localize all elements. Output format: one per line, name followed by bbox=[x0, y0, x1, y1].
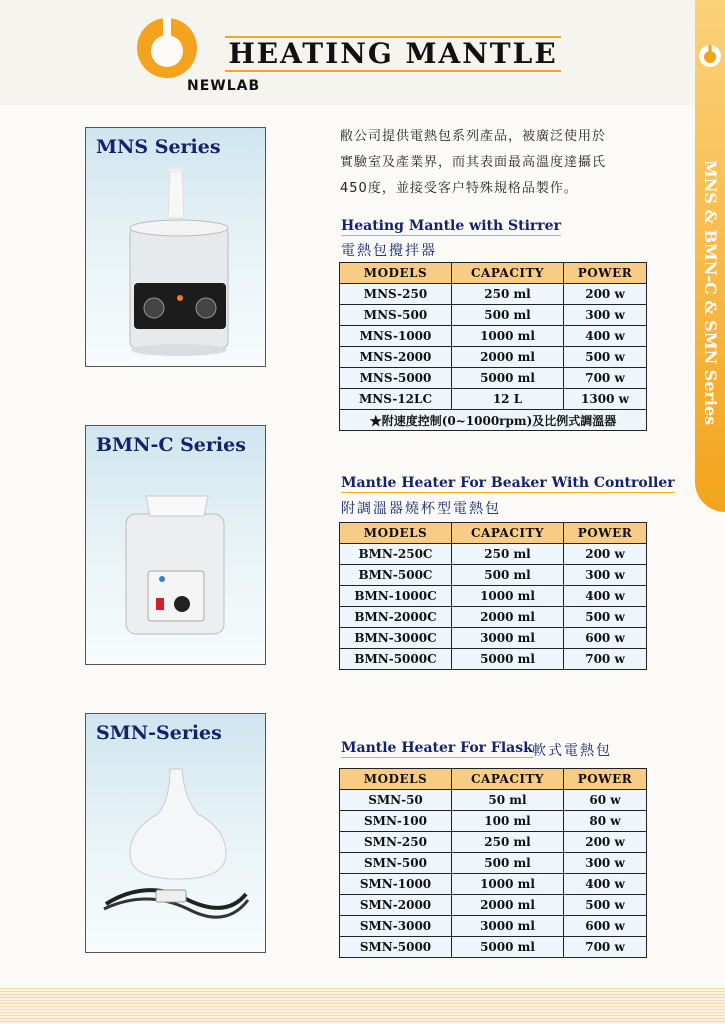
table-row bbox=[340, 937, 647, 958]
model-cell: BMN-2000C bbox=[340, 607, 452, 628]
table-row bbox=[340, 916, 647, 937]
intro-line: 敝公司提供電熱包系列產品，被廣泛使用於 bbox=[340, 129, 607, 144]
table-row bbox=[340, 832, 647, 853]
newlab-logo-icon bbox=[135, 16, 199, 80]
bmn-c-spec-table bbox=[339, 522, 647, 670]
table-row bbox=[340, 544, 647, 565]
capacity-cell: 250 ml bbox=[452, 544, 564, 565]
power-header: POWER bbox=[564, 769, 647, 790]
table-row bbox=[340, 389, 647, 410]
model-cell: MNS-12LC bbox=[340, 389, 452, 410]
bottom-decorative-stripes bbox=[0, 988, 725, 1024]
capacity-header: CAPACITY bbox=[452, 523, 564, 544]
model-cell: MNS-250 bbox=[340, 284, 452, 305]
power-cell: 300 w bbox=[564, 565, 647, 586]
models-header: MODELS bbox=[340, 263, 452, 284]
table-header-row bbox=[340, 523, 647, 544]
model-cell: SMN-3000 bbox=[340, 916, 452, 937]
model-cell: BMN-3000C bbox=[340, 628, 452, 649]
power-header: POWER bbox=[564, 523, 647, 544]
model-cell: BMN-1000C bbox=[340, 586, 452, 607]
model-cell: MNS-5000 bbox=[340, 368, 452, 389]
power-cell: 600 w bbox=[564, 628, 647, 649]
brand-name: NEWLAB bbox=[187, 78, 261, 94]
power-cell: 400 w bbox=[564, 586, 647, 607]
model-cell: SMN-2000 bbox=[340, 895, 452, 916]
model-cell: SMN-1000 bbox=[340, 874, 452, 895]
power-cell: 200 w bbox=[564, 284, 647, 305]
capacity-cell: 50 ml bbox=[452, 790, 564, 811]
bmn-c-section-subtitle: 附調溫器燒杯型電熱包 bbox=[341, 501, 501, 517]
table-row bbox=[340, 347, 647, 368]
mns-section-title: Heating Mantle with Stirrer bbox=[341, 218, 561, 234]
table-row bbox=[340, 853, 647, 874]
capacity-header: CAPACITY bbox=[452, 769, 564, 790]
page-title-text: HEATING MANTLE bbox=[228, 37, 558, 70]
capacity-cell: 1000 ml bbox=[452, 874, 564, 895]
table-row bbox=[340, 607, 647, 628]
model-cell: SMN-250 bbox=[340, 832, 452, 853]
power-cell: 500 w bbox=[564, 895, 647, 916]
table-row bbox=[340, 790, 647, 811]
power-header: POWER bbox=[564, 263, 647, 284]
models-header: MODELS bbox=[340, 523, 452, 544]
table-row bbox=[340, 326, 647, 347]
table-row bbox=[340, 895, 647, 916]
mns-product-image bbox=[85, 127, 266, 367]
smn-section-subtitle: 軟式電熱包 bbox=[532, 743, 612, 759]
table-row bbox=[340, 811, 647, 832]
capacity-cell: 500 ml bbox=[452, 305, 564, 326]
table-row bbox=[340, 305, 647, 326]
model-cell: BMN-250C bbox=[340, 544, 452, 565]
table-row bbox=[340, 649, 647, 670]
intro-line: 450度，並接受客户特殊規格品製作。 bbox=[340, 181, 578, 196]
model-cell: MNS-2000 bbox=[340, 347, 452, 368]
side-logo-icon bbox=[698, 44, 722, 68]
table-note: ★附速度控制(0~1000rpm)及比例式調溫器 bbox=[340, 410, 647, 431]
power-cell: 200 w bbox=[564, 544, 647, 565]
table-note-row bbox=[340, 410, 647, 431]
smn-spec-table bbox=[339, 768, 647, 958]
power-cell: 700 w bbox=[564, 368, 647, 389]
model-cell: SMN-50 bbox=[340, 790, 452, 811]
mns-heater-illustration bbox=[86, 128, 266, 367]
power-cell: 600 w bbox=[564, 916, 647, 937]
mns-section-subtitle: 電熱包攪拌器 bbox=[341, 243, 437, 259]
model-cell: SMN-5000 bbox=[340, 937, 452, 958]
capacity-cell: 500 ml bbox=[452, 853, 564, 874]
power-cell: 60 w bbox=[564, 790, 647, 811]
power-cell: 80 w bbox=[564, 811, 647, 832]
capacity-cell: 100 ml bbox=[452, 811, 564, 832]
power-cell: 400 w bbox=[564, 874, 647, 895]
intro-line: 實驗室及產業界，而其表面最高溫度達攝氏 bbox=[340, 155, 607, 170]
model-cell: MNS-1000 bbox=[340, 326, 452, 347]
capacity-header: CAPACITY bbox=[452, 263, 564, 284]
mns-series-title: MNS Series bbox=[96, 136, 221, 158]
power-cell: 200 w bbox=[564, 832, 647, 853]
table-row bbox=[340, 284, 647, 305]
capacity-cell: 2000 ml bbox=[452, 347, 564, 368]
bmn-c-heater-illustration bbox=[86, 426, 266, 665]
smn-product-image bbox=[85, 713, 266, 953]
models-header: MODELS bbox=[340, 769, 452, 790]
table-row bbox=[340, 565, 647, 586]
page-title bbox=[225, 36, 561, 72]
side-tab-text: MNS & BMN-C & SMN Series bbox=[701, 160, 720, 426]
power-cell: 500 w bbox=[564, 607, 647, 628]
table-row bbox=[340, 874, 647, 895]
capacity-cell: 5000 ml bbox=[452, 937, 564, 958]
capacity-cell: 250 ml bbox=[452, 284, 564, 305]
model-cell: SMN-500 bbox=[340, 853, 452, 874]
capacity-cell: 1000 ml bbox=[452, 326, 564, 347]
model-cell: SMN-100 bbox=[340, 811, 452, 832]
power-cell: 1300 w bbox=[564, 389, 647, 410]
bmn-c-series-title: BMN-C Series bbox=[96, 434, 246, 456]
table-row bbox=[340, 586, 647, 607]
table-row bbox=[340, 368, 647, 389]
smn-heater-illustration bbox=[86, 714, 266, 953]
model-cell: MNS-500 bbox=[340, 305, 452, 326]
capacity-cell: 5000 ml bbox=[452, 368, 564, 389]
power-cell: 300 w bbox=[564, 853, 647, 874]
smn-series-title: SMN-Series bbox=[96, 722, 222, 744]
table-header-row bbox=[340, 769, 647, 790]
capacity-cell: 500 ml bbox=[452, 565, 564, 586]
mns-spec-table bbox=[339, 262, 647, 431]
capacity-cell: 12 L bbox=[452, 389, 564, 410]
model-cell: BMN-5000C bbox=[340, 649, 452, 670]
power-cell: 400 w bbox=[564, 326, 647, 347]
capacity-cell: 3000 ml bbox=[452, 628, 564, 649]
intro-paragraph bbox=[340, 124, 680, 202]
capacity-cell: 1000 ml bbox=[452, 586, 564, 607]
bmn-c-section-title: Mantle Heater For Beaker With Controller bbox=[341, 475, 675, 491]
bmn-c-product-image bbox=[85, 425, 266, 665]
model-cell: BMN-500C bbox=[340, 565, 452, 586]
smn-section-title: Mantle Heater For Flask bbox=[341, 740, 533, 756]
power-cell: 300 w bbox=[564, 305, 647, 326]
power-cell: 500 w bbox=[564, 347, 647, 368]
power-cell: 700 w bbox=[564, 937, 647, 958]
capacity-cell: 3000 ml bbox=[452, 916, 564, 937]
capacity-cell: 5000 ml bbox=[452, 649, 564, 670]
side-tab bbox=[695, 0, 725, 512]
capacity-cell: 2000 ml bbox=[452, 895, 564, 916]
capacity-cell: 2000 ml bbox=[452, 607, 564, 628]
table-row bbox=[340, 628, 647, 649]
table-header-row bbox=[340, 263, 647, 284]
power-cell: 700 w bbox=[564, 649, 647, 670]
capacity-cell: 250 ml bbox=[452, 832, 564, 853]
